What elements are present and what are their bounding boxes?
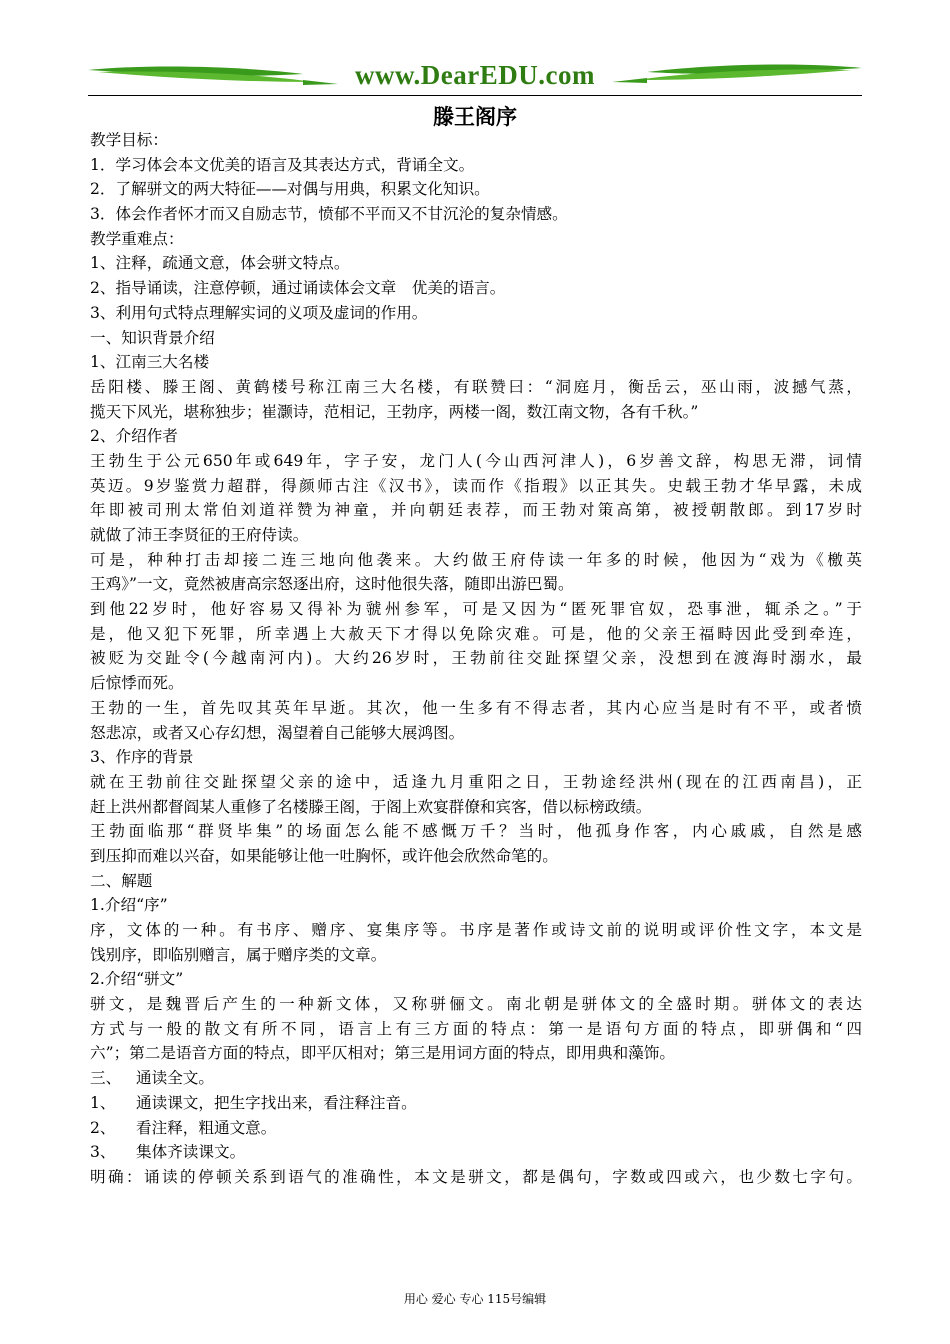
text-line: 到压抑而难以兴奋，如果能够让他一吐胸怀，或许他会欣然命笔的。 bbox=[90, 846, 558, 865]
item-text: 看注释，粗通文意。 bbox=[136, 1118, 277, 1137]
text-line: 1、注释，疏通文意，体会骈文特点。 bbox=[90, 254, 350, 273]
text-line: 明确：诵读的停顿关系到语气的准确性，本文是骈文，都是偶句，字数或四或六，也少数七字句。 bbox=[90, 1167, 862, 1186]
text-line: 岳阳楼、滕王阁、黄鹤楼号称江南三大名楼，有联赞曰：“洞庭月，衡岳云，巫山雨，波撼气蒸， bbox=[90, 377, 862, 396]
text-line: 后惊悸而死。 bbox=[90, 674, 184, 693]
text-line: 3、作序的背景 bbox=[90, 748, 194, 767]
header-divider bbox=[88, 95, 862, 96]
text-line: 饯别序，即临别赠言，属于赠序类的文章。 bbox=[90, 945, 387, 964]
text-line: 王勃生于公元650年或649年，字子安，龙门人(今山西河津人)，6岁善文辞，构思无滞，词情 bbox=[90, 451, 862, 470]
item-text: 集体齐读课文。 bbox=[136, 1143, 246, 1162]
text-line: 二、解题 bbox=[90, 871, 153, 890]
item-number: 三、 bbox=[90, 1069, 122, 1088]
text-line: 王勃的一生，首先叹其英年早逝。其次，他一生多有不得志者，其内心应当是时有不平，或者愤 bbox=[90, 698, 862, 717]
text-line: 1．学习体会本文优美的语言及其表达方式，背诵全文。 bbox=[90, 155, 475, 174]
text-line: 教学重难点： bbox=[90, 229, 184, 248]
site-header-banner bbox=[88, 58, 862, 98]
text-line: 1.介绍“序” bbox=[90, 896, 168, 915]
text-line: 骈文，是魏晋后产生的一种新文体，又称骈俪文。南北朝是骈体文的全盛时期。骈体文的表达 bbox=[90, 995, 862, 1014]
text-line: 王鸡》”一文，竟然被唐高宗怒逐出府，这时他很失落，随即出游巴蜀。 bbox=[90, 575, 574, 594]
text-line: 六”；第二是语音方面的特点，即平仄相对；第三是用词方面的特点，即用典和藻饰。 bbox=[90, 1044, 675, 1063]
text-line: 1、江南三大名楼 bbox=[90, 353, 210, 372]
text-line bbox=[90, 1140, 862, 1165]
text-line: 可是，种种打击却接二连三地向他袭来。大约做王府侍读一年多的时候，他因为“戏为《檄英 bbox=[90, 550, 862, 569]
text-line: 就在王勃前往交趾探望父亲的途中，适逢九月重阳之日，王勃途经洪州(现在的江西南昌)，正 bbox=[90, 772, 862, 791]
item-text: 通读课文，把生字找出来，看注释注音。 bbox=[136, 1093, 417, 1112]
text-line: 王勃面临那“群贤毕集”的场面怎么能不感慨万千？当时，他孤身作客，内心戚戚，自然是感 bbox=[90, 822, 862, 841]
text-line: 怒悲凉，或者又心存幻想，渴望着自己能够大展鸿图。 bbox=[90, 723, 465, 742]
text-line: 被贬为交趾令(今越南河内)。大约26岁时，王勃前往交趾探望父亲，没想到在渡海时溺水，最 bbox=[90, 649, 862, 668]
text-line bbox=[90, 1066, 862, 1091]
text-line: 方式与一般的散文有所不同，语言上有三方面的特点：第一是语句方面的特点，即骈偶和“四 bbox=[90, 1019, 862, 1038]
text-line: 2.介绍“骈文” bbox=[90, 970, 184, 989]
text-line: 序，文体的一种。有书序、赠序、宴集序等。书序是著作或诗文前的说明或评价性文字，本文是 bbox=[90, 921, 862, 939]
item-number: 2、 bbox=[90, 1118, 116, 1137]
document-body bbox=[90, 128, 862, 1190]
text-line: 3．体会作者怀才而又自励志节，愤郁不平而又不甘沉沦的复杂情感。 bbox=[90, 205, 568, 224]
text-line: 年即被司刑太常伯刘道祥赞为神童，并向朝廷表荐，而王勃对策高第，被授朝散郎。到17岁时 bbox=[90, 501, 862, 520]
site-logo-text: www.DearEDU.com bbox=[355, 60, 595, 90]
text-line: 一、知识背景介绍 bbox=[90, 328, 215, 347]
page-footer: 用心 爱心 专心 115号编辑 bbox=[403, 1292, 547, 1306]
text-line: 英迈。9岁鉴赏力超群，得颜师古注《汉书》，读而作《指瑕》以正其失。史载王勃才华早露，未成 bbox=[90, 476, 862, 495]
text-line: 2、介绍作者 bbox=[90, 427, 178, 446]
page-title: 滕王阁序 bbox=[433, 105, 517, 129]
text-line: 教学目标： bbox=[90, 131, 168, 149]
text-line: 2、指导诵读，注意停顿，通过诵读体会文章 优美的语言。 bbox=[90, 279, 506, 298]
text-line: 揽天下风光，堪称独步；崔灏诗，范相记，王勃序，两楼一阁，数江南文物，各有千秋。” bbox=[90, 402, 699, 421]
text-line: 赶上洪州都督阎某人重修了名楼滕王阁，于阁上欢宴群僚和宾客，借以标榜政绩。 bbox=[90, 797, 652, 816]
item-number: 3、 bbox=[90, 1143, 116, 1162]
item-number: 1、 bbox=[90, 1093, 116, 1112]
text-line bbox=[90, 1091, 862, 1116]
text-line: 是，他又犯下死罪，所幸遇上大赦天下才得以免除灾难。可是，他的父亲王福畤因此受到牵连， bbox=[90, 624, 862, 643]
text-line: 2．了解骈文的两大特征——对偶与用典，积累文化知识。 bbox=[90, 180, 490, 199]
text-line bbox=[90, 1116, 862, 1141]
text-line: 3、利用句式特点理解实词的义项及虚词的作用。 bbox=[90, 303, 428, 322]
text-line: 就做了沛王李贤征的王府侍读。 bbox=[90, 526, 309, 544]
text-line: 到他22岁时，他好容易又得补为虢州参军，可是又因为“匿死罪官奴，恐事泄，辄杀之。”于 bbox=[90, 600, 862, 619]
item-text: 通读全文。 bbox=[136, 1069, 214, 1088]
